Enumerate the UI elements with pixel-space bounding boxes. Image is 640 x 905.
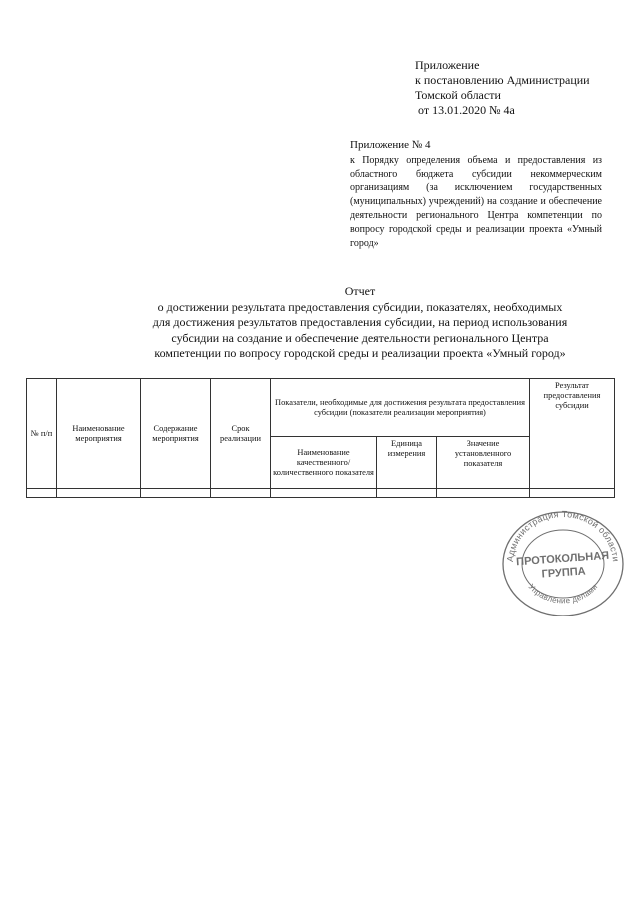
header-result: Результат предоставления субсидии <box>530 379 615 489</box>
report-title <box>80 284 640 361</box>
header-indicators: Показатели, необходимые для достижения результата предоставления субсидии (показатели реализации мероприятия) <box>271 379 530 437</box>
stamp-bottom-text: Управление делами <box>526 582 600 606</box>
subheader-indicator-name: Наименование качественного/ количественного показателя <box>271 437 377 489</box>
header-number: № п/п <box>27 379 57 489</box>
table-cell <box>27 489 57 498</box>
appendix-reference-body: к Порядку определения объема и предоставления из областного бюджета субсидии некоммерческим организациям (за исключением государственных (муниципальных) учреждений) на создание и обеспечение деятельности регионального Центра компетенции по вопросу городской среды и реализации проекта «Умный город» <box>350 154 602 249</box>
report-title-line: компетенции по вопросу городской среды и реализации проекта «Умный город» <box>154 345 566 360</box>
subheader-unit: Единица измерения <box>377 437 437 489</box>
appendix-header-line: к постановлению Администрации <box>415 73 590 87</box>
svg-text:Управление делами <box>527 582 600 605</box>
appendix-reference <box>350 139 602 250</box>
subheader-value: Значение установленного показателя <box>437 437 530 489</box>
report-title-line: субсидии на создание и обеспечение деятельности регионального Центра <box>171 330 549 345</box>
appendix-header <box>415 58 625 118</box>
stamp-center-line1: ПРОТОКОЛЬНАЯ <box>515 549 610 569</box>
table-cell <box>57 489 141 498</box>
table-row <box>27 489 615 498</box>
table-cell <box>437 489 530 498</box>
report-heading: Отчет <box>344 284 376 298</box>
report-title-line: о достижении результата предоставления субсидии, показателях, необходимых <box>157 300 563 315</box>
report-title-line: для достижения результатов предоставления субсидии, на период использования <box>152 315 568 330</box>
table-cell <box>211 489 271 498</box>
stamp-ring-text: Администрация Томской области <box>504 508 622 563</box>
header-activity-content: Содержание мероприятия <box>141 379 211 489</box>
report-table <box>26 378 615 498</box>
appendix-reference-title: Приложение № 4 <box>350 139 431 151</box>
table-cell <box>377 489 437 498</box>
appendix-header-line: Приложение <box>415 58 480 72</box>
appendix-header-line: Томской области <box>415 88 501 102</box>
header-term: Срок реализации <box>211 379 271 489</box>
header-activity-name: Наименование мероприятия <box>57 379 141 489</box>
table-cell <box>271 489 377 498</box>
stamp-center-line2: ГРУППА <box>541 565 587 581</box>
table-cell <box>141 489 211 498</box>
official-stamp <box>499 508 627 616</box>
appendix-header-date: от 13.01.2020 № 4а <box>418 103 515 117</box>
table-cell <box>530 489 615 498</box>
